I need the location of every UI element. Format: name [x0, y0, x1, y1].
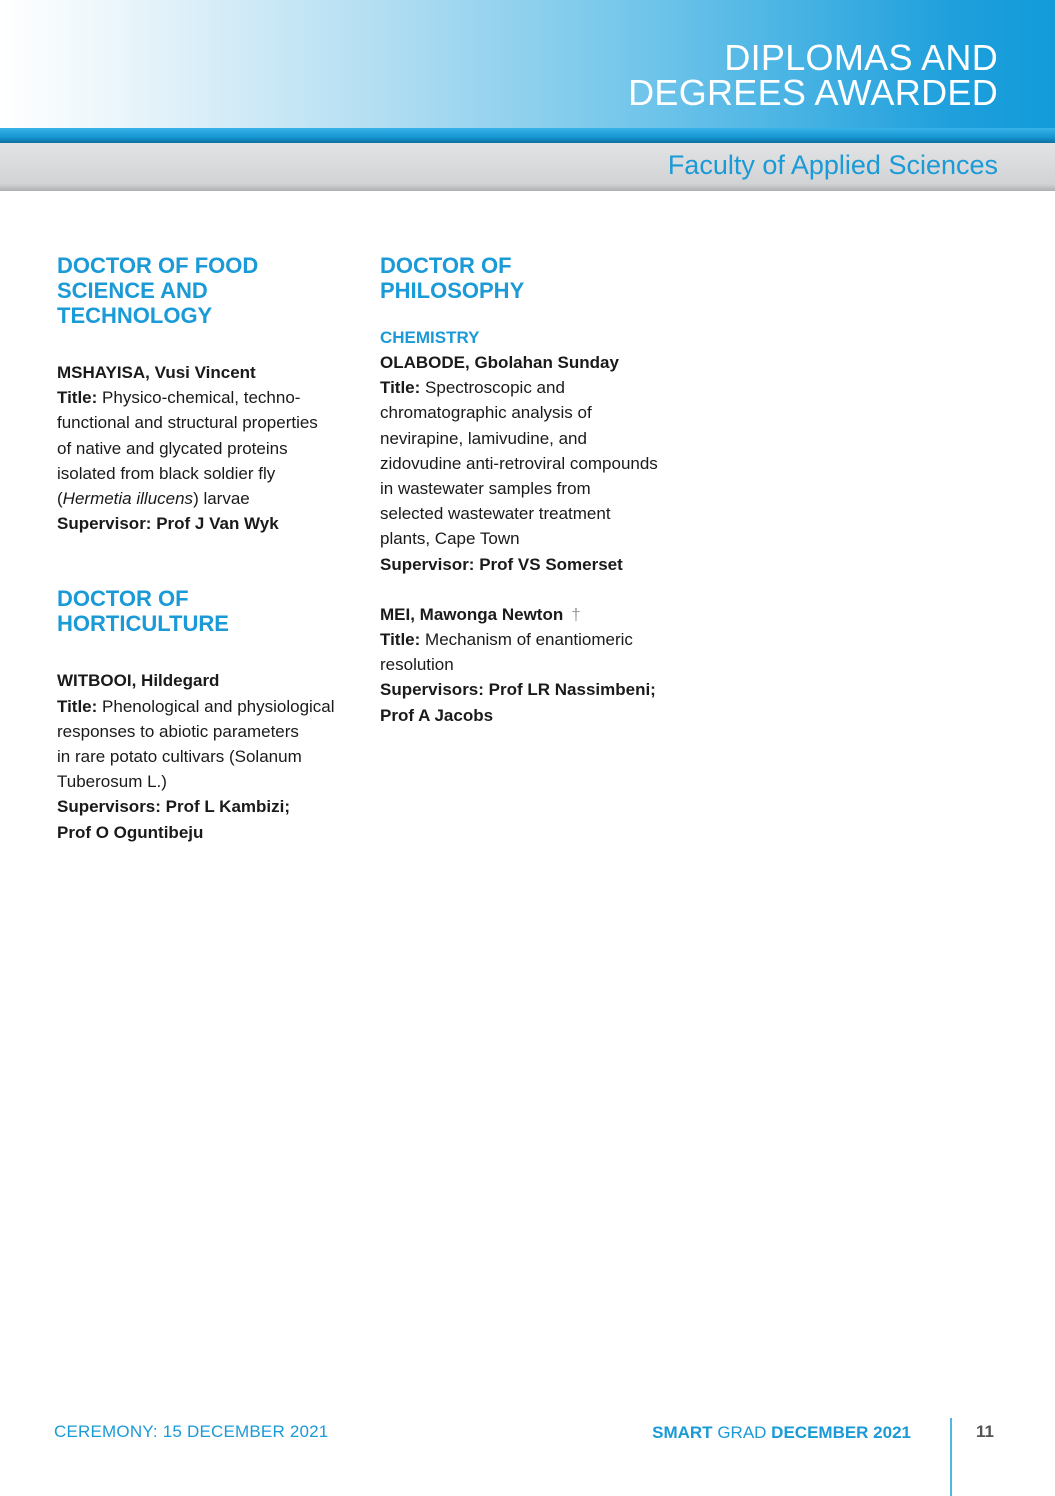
page-number: 11: [976, 1422, 994, 1441]
thesis-title: Title: Phenological and physiological: [57, 696, 335, 716]
page-title-line1: DIPLOMAS AND: [724, 37, 998, 78]
graduate-name: MSHAYISA, Vusi Vincent: [57, 363, 256, 382]
header-divider-bar: [0, 128, 1055, 143]
supervisor: Supervisor: Prof J Van Wyk: [57, 514, 279, 534]
subject-heading: CHEMISTRY: [380, 328, 480, 347]
thesis-title: Title: Physico-chemical, techno-: [57, 388, 301, 408]
degree-heading-food-science: DOCTOR OF FOOD SCIENCE AND TECHNOLOGY: [57, 253, 259, 328]
title-label: Title:: [57, 696, 98, 716]
supervisor: Prof A Jacobs: [380, 705, 494, 725]
supervisor: Supervisors: Prof LR Nassimbeni;: [380, 680, 656, 700]
graduate-name: OLABODE, Gbolahan Sunday: [380, 353, 619, 372]
supervisor: Supervisor: Prof VS Somerset: [380, 554, 623, 574]
page-title-line2: DEGREES AWARDED: [628, 72, 998, 113]
left-column: [57, 253, 347, 845]
graduate-entry: MEI, Mawonga Newton † Title: Mechanism of enantiomeric resolution Supervisors: Prof LR Nassimbeni; Prof A Jacobs: [380, 602, 680, 728]
supervisor: Prof O Oguntibeju: [57, 822, 204, 842]
title-label: Title:: [380, 630, 421, 650]
species-name: Hermetia illucens: [62, 489, 194, 509]
graduate-entry: WITBOOI, Hildegard Title: Phenological and physiological responses to abiotic parameters in rare potato cultivars (Solanum Tuberosum L.) Supervisors: Prof L Kambizi; Prof O Oguntibeju: [57, 668, 347, 844]
thesis-title: Title: Mechanism of enantiomeric: [380, 630, 633, 650]
graduate-entry: OLABODE, Gbolahan Sunday Title: Spectroscopic and chromatographic analysis of nevirapine, lamivudine, and zidovudine anti-retroviral compounds in wastewater samples from selected wastewater treatment plants, Cape Town Supervisor: Prof VS Somerset: [380, 350, 680, 577]
degree-heading-philosophy: DOCTOR OF PHILOSOPHY: [380, 253, 525, 303]
page-title: [628, 37, 998, 113]
dagger-icon: †: [571, 604, 581, 624]
degree-heading-horticulture: DOCTOR OF HORTICULTURE: [57, 586, 229, 637]
supervisor: Supervisors: Prof L Kambizi;: [57, 797, 291, 817]
graduate-name: MEI, Mawonga Newton †: [380, 604, 581, 624]
title-label: Title:: [380, 378, 421, 398]
thesis-title: Title: Spectroscopic and: [380, 378, 565, 398]
right-column: [380, 253, 680, 728]
publication-name: SMART GRAD DECEMBER 2021: [652, 1423, 911, 1442]
ceremony-date: CEREMONY: 15 DECEMBER 2021: [54, 1422, 329, 1441]
faculty-name: Faculty of Applied Sciences: [667, 150, 998, 180]
graduate-name: WITBOOI, Hildegard: [57, 671, 220, 691]
footer-divider: [950, 1418, 952, 1496]
title-label: Title:: [57, 388, 98, 408]
graduate-entry: MSHAYISA, Vusi Vincent Title: Physico-chemical, techno- functional and structural properties of native and glycated proteins isolated from black soldier fly (Hermetia illucens) larvae Supervisor: Prof J Van Wyk: [57, 360, 347, 536]
